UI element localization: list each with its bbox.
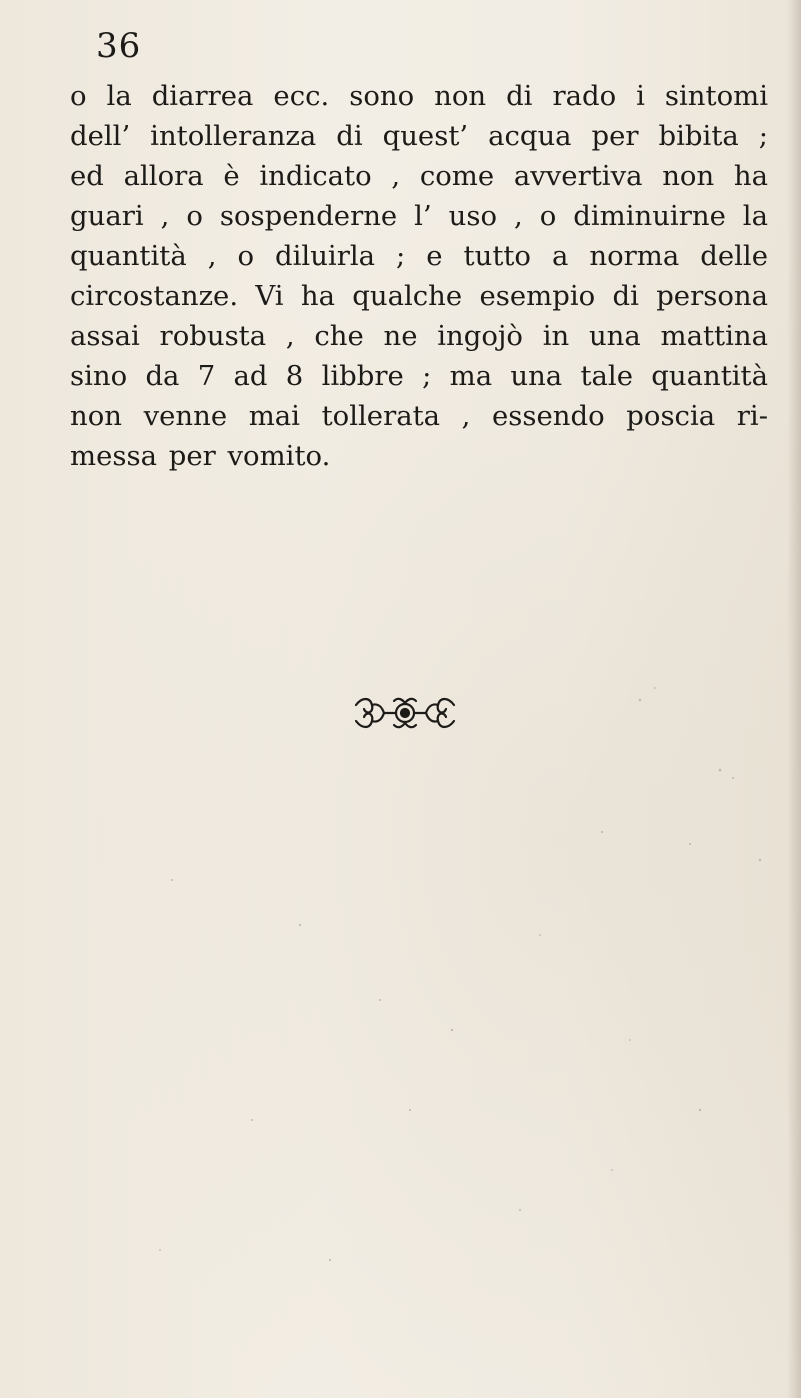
text-line: circostanze. Vi ha qualche esempio di persona [70,280,768,312]
text-line: messa per vomito. [70,440,331,472]
text-line: dell’ intolleranza di quest’ acqua per bibita ; [70,120,768,152]
page-edge-shadow [787,0,801,1398]
text-line: o la diarrea ecc. sono non di rado i sintomi [70,80,768,112]
text-line: non venne mai tollerata , essendo poscia ri- [70,400,768,432]
fleuron-ornament-icon [350,693,460,733]
text-line: guari , o sospenderne l’ uso , o diminuirne la [70,200,768,232]
text-line: assai robusta , che ne ingojò in una mattina [70,320,768,352]
body-text [70,76,768,476]
text-line: ed allora è indicato , come avvertiva non ha [70,160,768,192]
text-line: quantità , o diluirla ; e tutto a norma delle [70,240,768,272]
page-number: 36 [96,26,142,66]
text-line: sino da 7 ad 8 libbre ; ma una tale quantità [70,360,768,392]
